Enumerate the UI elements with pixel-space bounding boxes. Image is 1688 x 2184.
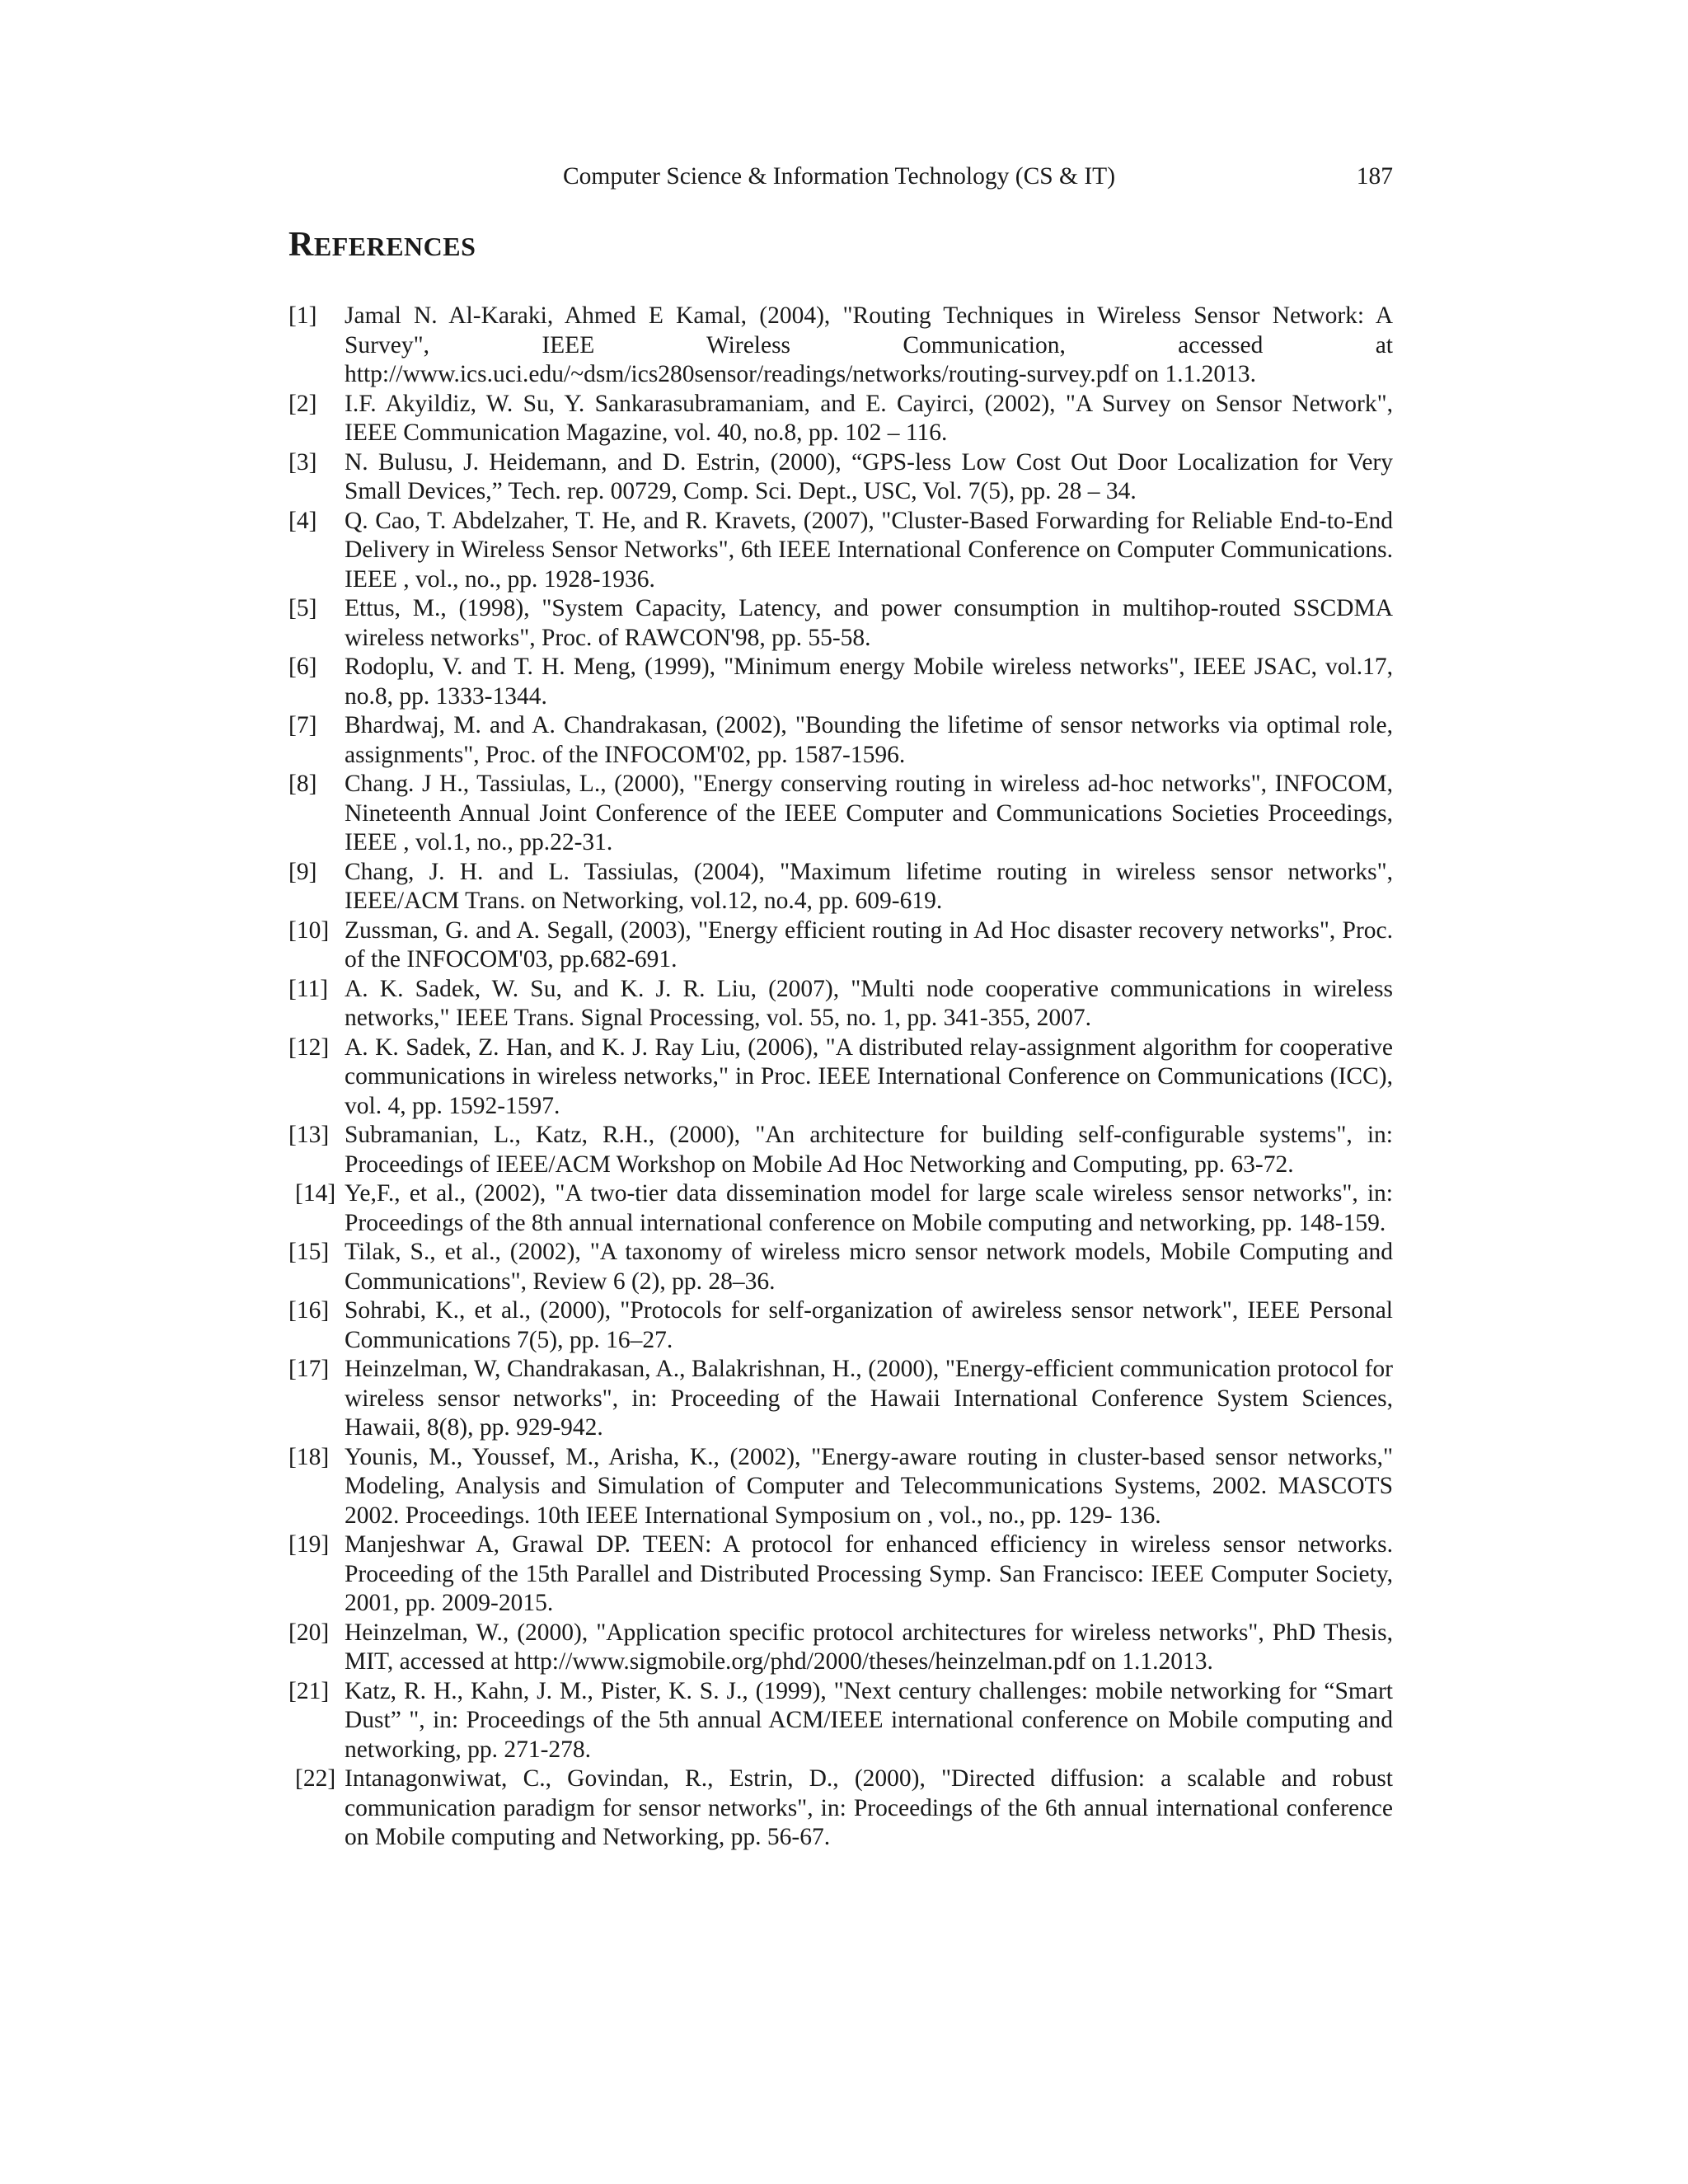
reference-text: Ettus, M., (1998), "System Capacity, Latency, and power consumption in multihop-routed SSCDMA wireless networks", Proc. of RAWCON'98, pp. 55-58. [345,595,1393,651]
reference-text: A. K. Sadek, W. Su, and K. J. R. Liu, (2007), "Multi node cooperative communications in wireless networks," IEEE Trans. Signal Processing, vol. 55, no. 1, pp. 341-355, 2007. [345,975,1393,1031]
reference-number: [4] [288,507,317,534]
reference-text: Bhardwaj, M. and A. Chandrakasan, (2002), "Bounding the lifetime of sensor networks via optimal role, assignments", Proc. of the INFOCOM'02, pp. 1587-1596. [345,712,1393,768]
reference-number: [19] [288,1531,330,1558]
reference-text: Ye,F., et al., (2002), "A two-tier data dissemination model for large scale wireless sensor networks", in: Proceedings of the 8th annual international conference on Mobile computing and networking, pp. 148-159. [345,1180,1393,1236]
reference-number: [14] [295,1180,336,1207]
reference-text: Heinzelman, W, Chandrakasan, A., Balakrishnan, H., (2000), "Energy-efficient communication protocol for wireless sensor networks", in: Proceeding of the Hawaii International Conference System Sciences, Hawaii, 8(8), pp. 929-942. [345,1356,1393,1441]
reference-text: Manjeshwar A, Grawal DP. TEEN: A protocol for enhanced efficiency in wireless sensor networks. Proceeding of the 15th Parallel and Distributed Processing Symp. San Francisco: IEEE Computer Society, 2001, pp. 2009-2015. [345,1531,1393,1616]
reference-item [288,1121,1393,1179]
reference-number: [21] [288,1677,330,1704]
reference-item [288,1443,1393,1531]
reference-number: [20] [288,1619,330,1646]
reference-text: Subramanian, L., Katz, R.H., (2000), "An architecture for building self-configurable systems", in: Proceedings of IEEE/ACM Workshop on Mobile Ad Hoc Networking and Computing, pp. 63-72. [345,1122,1393,1178]
reference-number: [6] [288,654,317,680]
reference-number: [18] [288,1443,330,1470]
reference-text: Intanagonwiwat, C., Govindan, R., Estrin, D., (2000), "Directed diffusion: a scalable and robust communication paradigm for sensor networks", in: Proceedings of the 6th annual international conference on Mobile computing and Networking, pp. 56-67. [345,1765,1393,1850]
reference-text: Chang. J H., Tassiulas, L., (2000), "Energy conserving routing in wireless ad-hoc networks", INFOCOM, Nineteenth Annual Joint Conference of the IEEE Computer and Communications Societies Proceedings, IEEE , vol.1, no., pp.22-31. [345,771,1393,855]
reference-number: [12] [288,1033,330,1061]
reference-item [288,770,1393,858]
reference-item [288,594,1393,653]
reference-text: Younis, M., Youssef, M., Arisha, K., (2002), "Energy-aware routing in cluster-based sensor networks," Modeling, Analysis and Simulation of Computer and Telecommunications Systems, 2002. MASCOTS 2002. Proceedings. 10th IEEE International Symposium on , vol., no., pp. 129- 136. [345,1443,1393,1529]
journal-title: Computer Science & Information Technology (CS & IT) [563,163,1116,190]
reference-number: [16] [288,1297,330,1324]
reference-item [288,653,1393,711]
page-number: 187 [1356,163,1393,190]
reference-item [288,448,1393,507]
reference-item [288,1619,1393,1677]
heading-initial: R [288,226,314,264]
reference-item [288,507,1393,595]
reference-item [288,711,1393,770]
reference-text: I.F. Akyildiz, W. Su, Y. Sankarasubramaniam, and E. Cayirci, (2002), "A Survey on Sensor Network", IEEE Communication Magazine, vol. 40, no.8, pp. 102 – 116. [345,390,1393,446]
reference-text: Katz, R. H., Kahn, J. M., Pister, K. S. J., (1999), "Next century challenges: mobile networking for “Smart Dust” ", in: Proceedings of the 5th annual ACM/IEEE international conference on Mobile computing and networking, pp. 271-278. [345,1677,1393,1763]
reference-item [288,1296,1393,1355]
reference-text: N. Bulusu, J. Heidemann, and D. Estrin, (2000), “GPS-less Low Cost Out Door Localization for Very Small Devices,” Tech. rep. 00729, Comp. Sci. Dept., USC, Vol. 7(5), pp. 28 – 34. [345,448,1393,504]
reference-text: Heinzelman, W., (2000), "Application specific protocol architectures for wireless networks", PhD Thesis, MIT, accessed at http://www.sigmobile.org/phd/2000/theses/heinzelman.pdf on 1.1.2013. [345,1619,1393,1675]
reference-item [288,1530,1393,1619]
reference-text: A. K. Sadek, Z. Han, and K. J. Ray Liu, (2006), "A distributed relay-assignment algorithm for cooperative communications in wireless networks," in Proc. IEEE International Conference on Communications (ICC), vol. 4, pp. 1592-1597. [345,1033,1393,1119]
running-header [288,158,1393,194]
reference-number: [8] [288,771,317,797]
reference-text: Jamal N. Al-Karaki, Ahmed E Kamal, (2004), "Routing Techniques in Wireless Sensor Network: A Survey", IEEE Wireless Communication, accessed at http://www.ics.uci.edu/~dsm/ics280sensor/readings/networks/routing-survey.pdf on 1.1.2013. [345,302,1393,387]
reference-number: [10] [288,916,330,944]
reference-number: [3] [288,448,317,476]
reference-item [288,390,1393,448]
references-heading [288,224,476,267]
reference-number: [9] [288,858,317,885]
reference-item [288,1677,1393,1765]
reference-number: [17] [288,1356,330,1382]
reference-item [288,1765,1393,1853]
reference-item [288,975,1393,1033]
reference-number: [15] [288,1239,330,1265]
reference-number: [7] [288,712,317,738]
reference-text: Tilak, S., et al., (2002), "A taxonomy of wireless micro sensor network models, Mobile Computing and Communications", Review 6 (2), pp. 28–36. [345,1239,1393,1295]
reference-item [288,1355,1393,1443]
reference-text: Zussman, G. and A. Segall, (2003), "Energy efficient routing in Ad Hoc disaster recovery networks", Proc. of the INFOCOM'03, pp.682-691. [345,916,1393,972]
reference-number: [13] [288,1122,330,1148]
reference-number: [11] [288,975,329,1002]
reference-number: [5] [288,595,317,621]
reference-text: Chang, J. H. and L. Tassiulas, (2004), "Maximum lifetime routing in wireless sensor networks", IEEE/ACM Trans. on Networking, vol.12, no.4, pp. 609-619. [345,858,1393,914]
reference-item [288,858,1393,916]
reference-number: [22] [295,1765,336,1792]
reference-text: Q. Cao, T. Abdelzaher, T. He, and R. Kravets, (2007), "Cluster-Based Forwarding for Reliable End-to-End Delivery in Wireless Sensor Networks", 6th IEEE International Conference on Computer Communications. IEEE , vol., no., pp. 1928-1936. [345,507,1393,593]
reference-item [288,302,1393,390]
heading-rest: EFERENCES [313,232,476,261]
reference-text: Sohrabi, K., et al., (2000), "Protocols for self-organization of awireless sensor network", IEEE Personal Communications 7(5), pp. 16–27. [345,1297,1393,1353]
reference-number: [2] [288,390,317,417]
reference-item [288,1033,1393,1122]
reference-item [288,1238,1393,1296]
reference-text: Rodoplu, V. and T. H. Meng, (1999), "Minimum energy Mobile wireless networks", IEEE JSAC, vol.17, no.8, pp. 1333-1344. [345,654,1393,710]
reference-list [288,302,1393,1853]
reference-item [288,916,1393,975]
reference-number: [1] [288,302,317,329]
reference-item [288,1179,1393,1238]
